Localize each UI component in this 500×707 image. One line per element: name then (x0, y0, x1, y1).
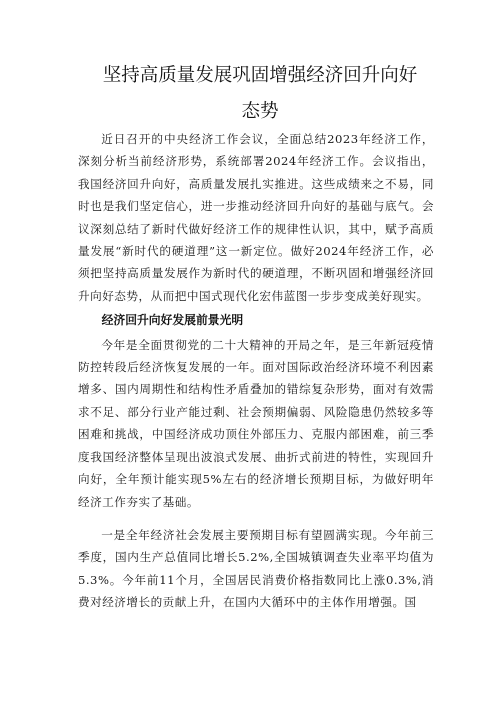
paragraph-gap (78, 513, 434, 524)
section-paragraph-1: 今年是全面贯彻党的二十大精神的开局之年，是三年新冠疫情防控转段后经济恢复发展的一年。面对国际政治经济环境不利因素增多、国内周期性和结构性矛盾叠加的错综复杂形势，面对有效需求不足、部分行业产能过剩、社会预期偏弱、风险隐患仍然较多等困难和挑战，中国经济成功顶住外部压力、克服内部困难，前三季度我国经济整体呈现出波浪式发展、曲折式前进的特性，实现回升向好，全年预计能实现5%左右的经济增长预期目标，为做好明年经济工作夯实了基础。 (78, 337, 434, 509)
intro-paragraph: 近日召开的中央经济工作会议，全面总结2023年经济工作，深刻分析当前经济形势，系统部署2024年经济工作。会议指出，我国经济回升向好，高质量发展扎实推进。这些成绩来之不易，同时也是我们坚定信心，进一步推动经济回升向好的基础与底气。会议深刻总结了新时代做好经济工作的规律性认识，其中，赋予高质量发展“新时代的硬道理”这一新定位。做好2024年经济工作，必须把坚持高质量发展作为新时代的硬道理，不断巩固和增强经济回升向好态势，从而把中国式现代化宏伟蓝图一步步变成美好现实。 (78, 132, 434, 303)
document-title: 坚持高质量发展巩固增强经济回升向好态势 (102, 65, 418, 122)
document-body (78, 128, 434, 614)
section-heading: 经济回升向好发展前景光明 (101, 313, 244, 328)
section-paragraph-2: 一是全年经济社会发展主要预期目标有望圆满实现。今年前三季度，国内生产总值同比增长5.2%,全国城镇调查失业率平均值为5.3%。今年前11个月，全国居民消费价格指数同比上涨0.3%,消费对经济增长的贡献上升，在国内大循环中的主体作用增强。国 (78, 527, 434, 610)
